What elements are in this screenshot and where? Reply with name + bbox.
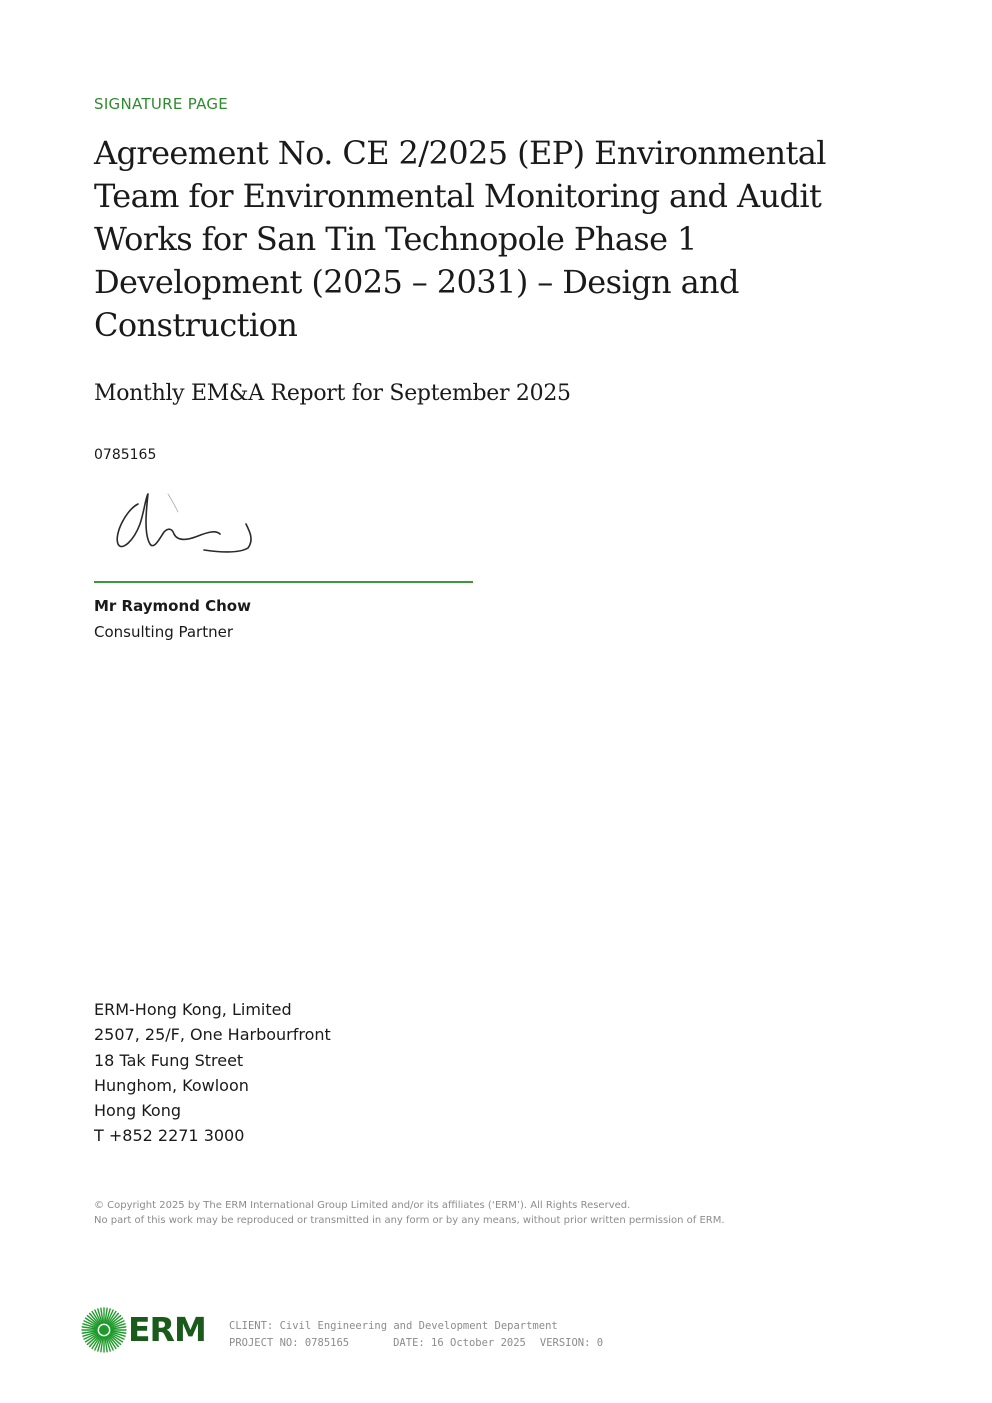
address-company: ERM-Hong Kong, Limited: [94, 1000, 292, 1019]
footer-details-row: [229, 1335, 603, 1352]
address-country: Hong Kong: [94, 1101, 181, 1121]
document-title: Agreement No. CE 2/2025 (EP) Environmental Team for Environmental Monitoring and Audit Works for San Tin Technopole Phase 1 Development (2025 – 2031) – Design and Construction: [94, 134, 826, 344]
logo-text: ERM: [128, 1310, 206, 1349]
copyright-notice: [94, 1198, 725, 1228]
document-subtitle: Monthly EM&A Report for September 2025: [94, 381, 571, 406]
footer-version: VERSION: 0: [539, 1337, 604, 1349]
address-phone: T +852 2271 3000: [94, 1126, 245, 1146]
project-number: 0785165: [94, 447, 157, 463]
address-building: 2507, 25/F, One Harbourfront: [94, 1025, 331, 1045]
signatory-role: Consulting Partner: [94, 623, 234, 641]
reproduction-notice: No part of this work may be reproduced or transmitted in any form or by any means, without prior written permission of ERM.: [94, 1215, 725, 1226]
footer-client: CLIENT: Civil Engineering and Development Department: [229, 1320, 558, 1332]
signature-line: [94, 581, 473, 583]
company-address: [94, 997, 331, 1149]
erm-sunburst-logo-icon: [80, 1306, 128, 1354]
footer-date: DATE: 16 October 2025: [393, 1337, 526, 1349]
footer-meta: [229, 1318, 603, 1352]
erm-logo: [80, 1306, 210, 1358]
section-label: SIGNATURE PAGE: [94, 95, 229, 113]
copyright-line: © Copyright 2025 by The ERM International Group Limited and/or its affiliates (‘ERM’). All Rights Reserved.: [94, 1200, 631, 1211]
page-footer: [80, 1306, 920, 1362]
signature-image: [108, 484, 268, 564]
footer-project-no: PROJECT NO: 0785165: [229, 1337, 350, 1349]
signatory-name: Mr Raymond Chow: [94, 597, 251, 615]
address-district: Hunghom, Kowloon: [94, 1075, 249, 1095]
address-street: 18 Tak Fung Street: [94, 1050, 244, 1070]
